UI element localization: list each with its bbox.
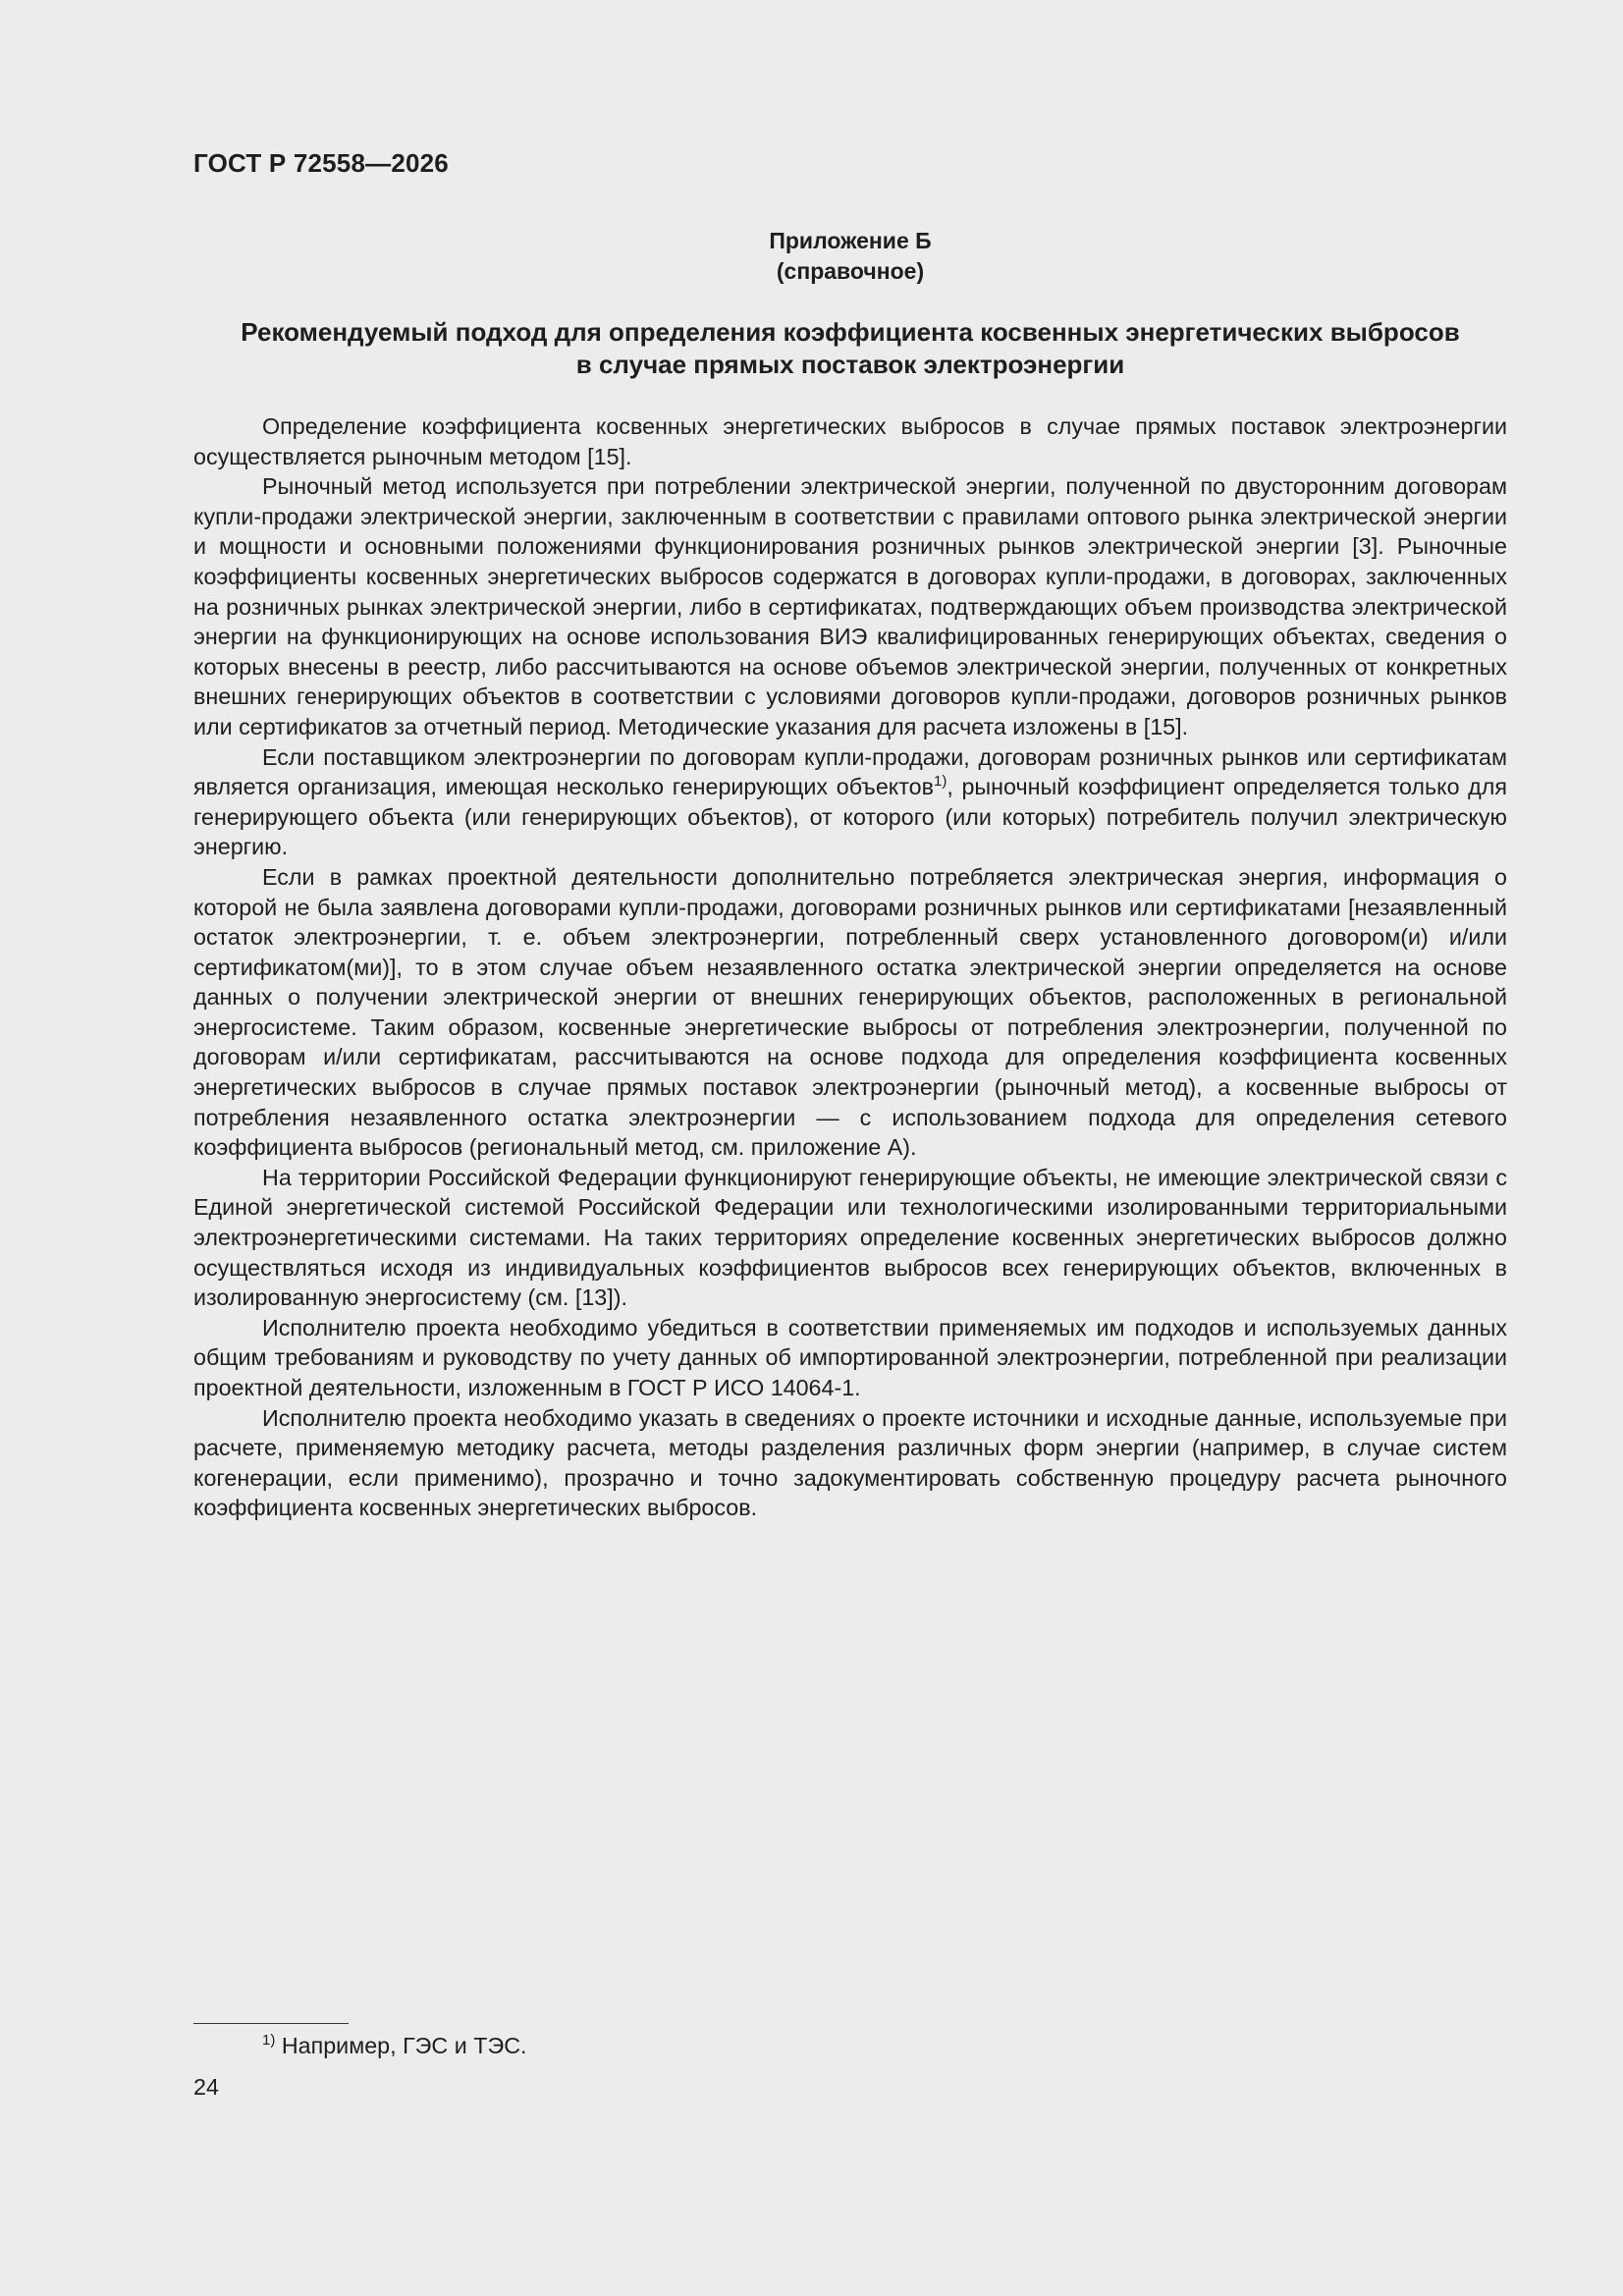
document-header: ГОСТ Р 72558—2026: [193, 148, 449, 178]
annex-heading: [193, 226, 1507, 287]
paragraph-3-part-1: Если поставщиком электроэнергии по договорам купли-продажи, договорам розничных рынков или сертификатам является организация, имеющая несколько генерирующих объектов: [193, 743, 1507, 800]
page-number: 24: [193, 2074, 219, 2100]
paragraph-4: Если в рамках проектной деятельности дополнительно потребляется электрическая энергия, информация о которой не была заявлена договорами купли-продажи, договорами розничных рынков или сертификатами [незаявленный остаток электроэнергии, т. е. объем электроэнергии, потребленный сверх установленного договором(и) и/или сертификатом(ми)], то в этом случае объем незаявленного остатка электрической энергии определяется на основе данных о получении электрической энергии от внешних генерирующих объектов, расположенных в региональной энергосистеме. Таким образом, косвенные энергетические выбросы от потребления электроэнергии, полученной по договорам и/или сертификатам, рассчитываются на основе подхода для определения коэффициента косвенных энергетических выбросов в случае прямых поставок электроэнергии (рыночный метод), а косвенные выбросы от потребления незаявленного остатка электроэнергии — с использованием подхода для определения сетевого коэффициента выбросов (региональный метод, см. приложение А).: [193, 863, 1507, 1161]
annex-title-line-2: в случае прямых поставок электроэнергии: [575, 350, 1125, 379]
footnote-text: Например, ГЭС и ТЭС.: [281, 2033, 527, 2058]
paragraph-2: Рыночный метод используется при потреблении электрической энергии, полученной по двусторонним договорам купли-продажи электрической энергии, заключенным в соответствии с правилами оптового рынка электрической энергии и мощности и основными положениями функционирования розничных рынков электрической энергии [3]. Рыночные коэффициенты косвенных энергетических выбросов содержатся в договорах купли-продажи, в договорах, заключенных на розничных рынках электрической энергии, либо в сертификатах, подтверждающих объем производства электрической энергии на функционирующих на основе использования ВИЭ квалифицированных генерирующих объектах, сведения о которых внесены в реестр, либо рассчитываются на основе объемов электрической энергии, полученных от конкретных внешних генерирующих объектов в соответствии с условиями договоров купли-продажи, договоров розничных рынков или сертификатов за отчетный период. Методические указания для расчета изложены в [15].: [193, 473, 1507, 739]
paragraph-1: Определение коэффициента косвенных энергетических выбросов в случае прямых поставок электроэнергии осуществляется рыночным методом [15].: [193, 413, 1507, 469]
paragraph-5: На территории Российской Федерации функционируют генерирующие объекты, не имеющие электрической связи с Единой энергетической системой Российской Федерации или технологическими изолированными территориальными электроэнергетическими системами. На таких территориях определение косвенных энергетических выбросов должно осуществляться исходя из индивидуальных коэффициентов выбросов всех генерирующих объектов, включенных в изолированную энергосистему (см. [13]).: [193, 1164, 1507, 1311]
annex-title: [193, 316, 1507, 381]
paragraph-6: Исполнителю проекта необходимо убедиться в соответствии применяемых им подходов и используемых данных общим требованиям и руководству по учету данных об импортированной электроэнергии, потребленной при реализации проектной деятельности, изложенным в ГОСТ Р ИСО 14064-1.: [193, 1314, 1507, 1400]
paragraph-3-part-2: , рыночный коэффициент определяется только для генерирующего объекта (или генерирующих объектов), от которого (или которых) потребитель получил электрическую энергию.: [193, 774, 1507, 860]
annex-label: Приложение Б: [769, 228, 932, 253]
paragraph-7: Исполнителю проекта необходимо указать в сведениях о проекте источники и исходные данные, используемые при расчете, применяемую методику расчета, методы разделения различных форм энергии (например, в случае систем когенерации, если применимо), прозрачно и точно задокументировать собственную процедуру расчета рыночного коэффициента косвенных энергетических выбросов.: [193, 1404, 1507, 1521]
body-text: [193, 411, 1507, 1523]
annex-title-line-1: Рекомендуемый подход для определения коэффициента косвенных энергетических выбросов: [241, 317, 1460, 347]
annex-type: (справочное): [776, 258, 925, 284]
footnote-reference[interactable]: 1): [933, 773, 947, 791]
footnote-divider: [193, 2023, 349, 2024]
paragraph-3: [193, 742, 1507, 862]
footnote: [262, 2031, 527, 2060]
footnote-marker: 1): [262, 2032, 276, 2049]
